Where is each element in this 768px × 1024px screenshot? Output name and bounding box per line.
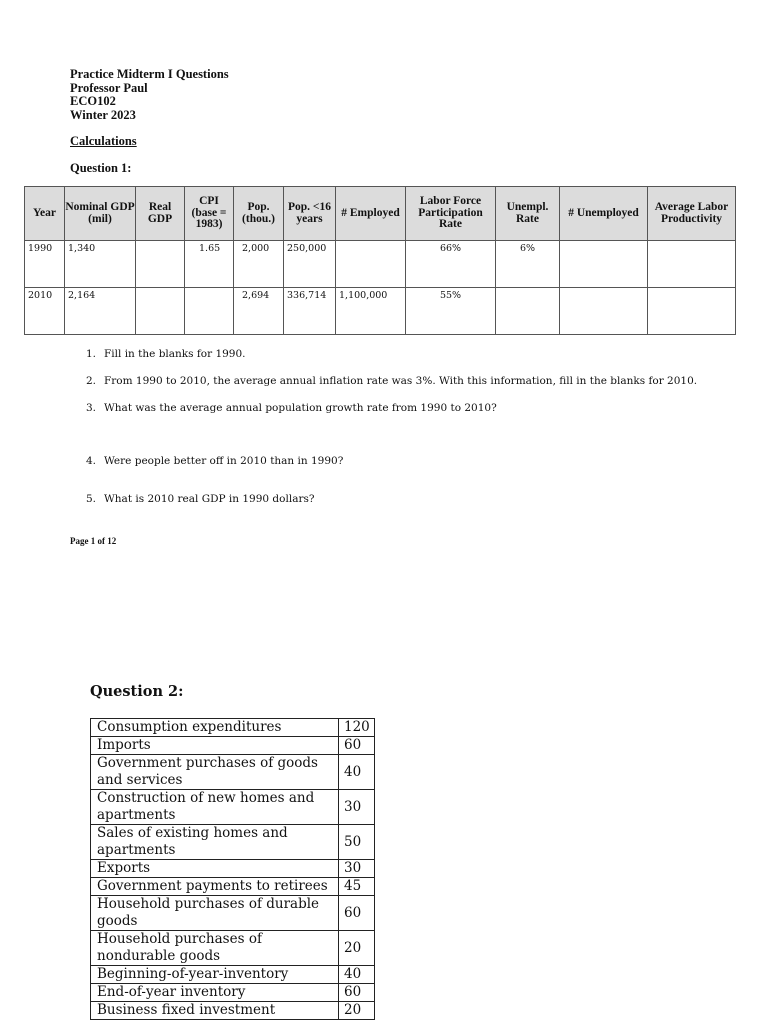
table-row bbox=[91, 737, 375, 755]
table-row-1990 bbox=[25, 241, 736, 288]
table-cell: 2,164 bbox=[65, 288, 136, 335]
question-1-label: Question 1: bbox=[70, 161, 132, 175]
table-cell bbox=[185, 288, 234, 335]
column-header: Year bbox=[25, 187, 65, 241]
question-2-label: Question 2: bbox=[90, 683, 184, 700]
column-header: # Unemployed bbox=[560, 187, 648, 241]
table-row bbox=[91, 896, 375, 931]
table-cell: 2,000 bbox=[234, 241, 284, 288]
item-label: Government purchases of goods and services bbox=[91, 755, 339, 790]
column-header: Labor Force Participation Rate bbox=[406, 187, 496, 241]
item-value: 60 bbox=[339, 984, 375, 1002]
item-value: 40 bbox=[339, 966, 375, 984]
list-item: 1. Fill in the blanks for 1990. bbox=[86, 348, 246, 360]
item-value: 50 bbox=[339, 825, 375, 860]
table-cell: 6% bbox=[496, 241, 560, 288]
table-cell bbox=[336, 241, 406, 288]
table-cell bbox=[496, 288, 560, 335]
table-row bbox=[91, 825, 375, 860]
table-row bbox=[91, 931, 375, 966]
column-header: Average Labor Productivity bbox=[648, 187, 736, 241]
item-value: 40 bbox=[339, 755, 375, 790]
table-cell bbox=[648, 241, 736, 288]
item-label: End-of-year inventory bbox=[91, 984, 339, 1002]
section-heading-calculations: Calculations bbox=[70, 134, 137, 148]
item-value: 30 bbox=[339, 790, 375, 825]
item-label: Exports bbox=[91, 860, 339, 878]
table-row bbox=[91, 790, 375, 825]
table-cell: 66% bbox=[406, 241, 496, 288]
item-value: 60 bbox=[339, 896, 375, 931]
item-value: 45 bbox=[339, 878, 375, 896]
item-value: 20 bbox=[339, 1002, 375, 1020]
item-label: Beginning-of-year-inventory bbox=[91, 966, 339, 984]
course-code: ECO102 bbox=[70, 94, 116, 108]
table-row bbox=[91, 755, 375, 790]
list-item: 2. From 1990 to 2010, the average annual inflation rate was 3%. With this information, fill in the blanks for 2010. bbox=[86, 375, 698, 387]
item-label: Imports bbox=[91, 737, 339, 755]
table-cell: 250,000 bbox=[284, 241, 336, 288]
item-label: Consumption expenditures bbox=[91, 719, 339, 737]
question-2-table bbox=[90, 718, 375, 1020]
table-row bbox=[91, 1002, 375, 1020]
table-row bbox=[91, 984, 375, 1002]
table-header-row bbox=[25, 187, 736, 241]
table-row bbox=[91, 878, 375, 896]
table-row bbox=[91, 860, 375, 878]
column-header: Real GDP bbox=[136, 187, 185, 241]
table-row bbox=[91, 719, 375, 737]
item-label: Government payments to retirees bbox=[91, 878, 339, 896]
item-label: Business fixed investment bbox=[91, 1002, 339, 1020]
item-value: 30 bbox=[339, 860, 375, 878]
table-cell: 55% bbox=[406, 288, 496, 335]
item-label: Household purchases of nondurable goods bbox=[91, 931, 339, 966]
item-value: 60 bbox=[339, 737, 375, 755]
page-number: Page 1 of 12 bbox=[70, 536, 117, 546]
document-header bbox=[70, 68, 229, 122]
table-cell: 1990 bbox=[25, 241, 65, 288]
item-value: 120 bbox=[339, 719, 375, 737]
column-header: # Employed bbox=[336, 187, 406, 241]
table-cell bbox=[136, 288, 185, 335]
item-label: Construction of new homes and apartments bbox=[91, 790, 339, 825]
column-header: Unempl. Rate bbox=[496, 187, 560, 241]
column-header: CPI (base = 1983) bbox=[185, 187, 234, 241]
table-cell bbox=[648, 288, 736, 335]
table-cell bbox=[560, 241, 648, 288]
table-cell bbox=[136, 241, 185, 288]
question-1-table bbox=[24, 186, 736, 335]
list-item: 3. What was the average annual population growth rate from 1990 to 2010? bbox=[86, 402, 497, 414]
column-header: Nominal GDP (mil) bbox=[65, 187, 136, 241]
item-label: Household purchases of durable goods bbox=[91, 896, 339, 931]
column-header: Pop. (thou.) bbox=[234, 187, 284, 241]
table-cell: 1,100,000 bbox=[336, 288, 406, 335]
list-item: 4. Were people better off in 2010 than in 1990? bbox=[86, 455, 344, 467]
table-cell: 1,340 bbox=[65, 241, 136, 288]
table-row bbox=[91, 966, 375, 984]
table-cell: 2,694 bbox=[234, 288, 284, 335]
course-title: Practice Midterm I Questions bbox=[70, 67, 229, 81]
table-cell bbox=[560, 288, 648, 335]
table-cell: 336,714 bbox=[284, 288, 336, 335]
item-label: Sales of existing homes and apartments bbox=[91, 825, 339, 860]
item-value: 20 bbox=[339, 931, 375, 966]
term: Winter 2023 bbox=[70, 107, 136, 122]
table-row-2010 bbox=[25, 288, 736, 335]
column-header: Pop. <16 years bbox=[284, 187, 336, 241]
list-item: 5. What is 2010 real GDP in 1990 dollars? bbox=[86, 493, 315, 505]
table-cell: 1.65 bbox=[185, 241, 234, 288]
table-cell: 2010 bbox=[25, 288, 65, 335]
professor-name: Professor Paul bbox=[70, 80, 148, 95]
